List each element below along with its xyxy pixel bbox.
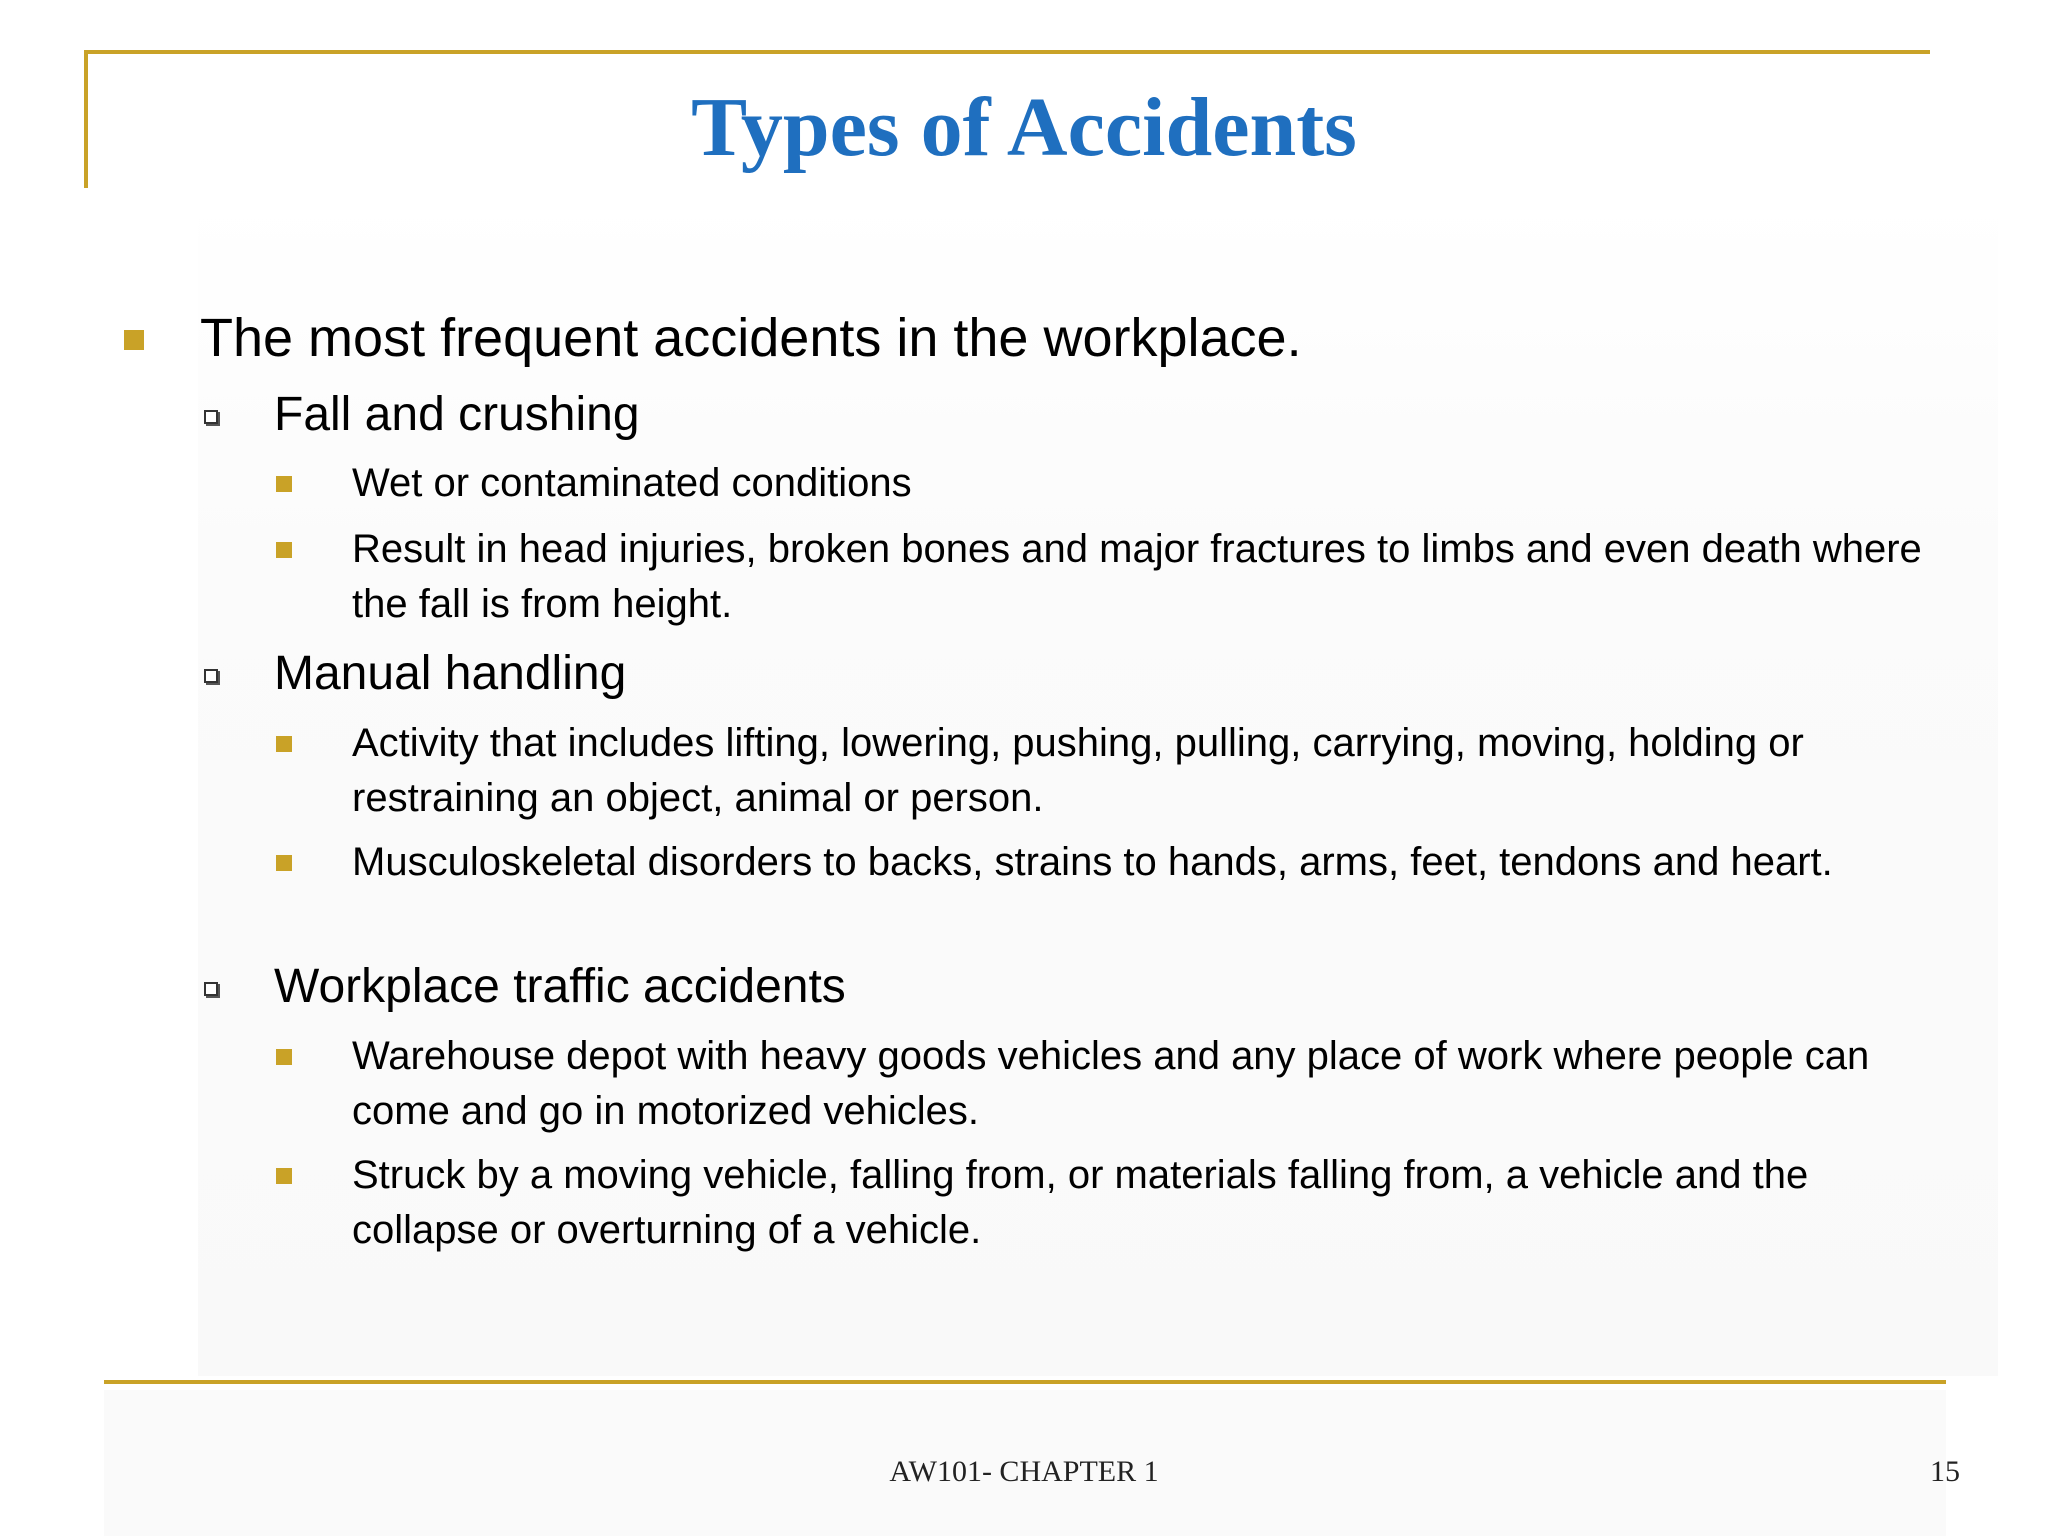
bullet-fall-label: Fall and crushing [274, 388, 640, 441]
bottom-rule [104, 1380, 1946, 1384]
square-bullet-icon [276, 1049, 292, 1065]
page-number: 15 [1930, 1455, 1960, 1488]
footer-course: AW101- CHAPTER 1 [889, 1455, 1159, 1488]
bullet-main [124, 306, 1302, 370]
checkbox-bullet-icon [204, 669, 218, 683]
square-bullet-icon [276, 1168, 292, 1184]
checkbox-bullet-icon [204, 982, 218, 996]
top-rule [84, 50, 1930, 54]
checkbox-bullet-icon [204, 410, 218, 424]
square-bullet-icon [276, 736, 292, 752]
bullet-manual-item-1-text: Activity that includes lifting, lowering, pushing, pulling, carrying, moving, holding or restraining an object, animal or person. [352, 721, 1804, 820]
bullet-traffic [204, 958, 846, 1016]
bullet-fall-item-2 [276, 522, 1936, 632]
bullet-manual-label: Manual handling [274, 647, 627, 700]
bullet-fall-item-1-text: Wet or contaminated conditions [352, 461, 912, 505]
square-bullet-icon [124, 330, 144, 350]
square-bullet-icon [276, 542, 292, 558]
bullet-fall-item-1 [276, 456, 1936, 511]
bullet-main-text: The most frequent accidents in the workplace. [200, 308, 1302, 368]
square-bullet-icon [276, 476, 292, 492]
bullet-traffic-item-1 [276, 1029, 1936, 1139]
bullet-manual-item-2 [276, 835, 1936, 890]
slide-title: Types of Accidents [691, 81, 1357, 174]
bullet-traffic-item-2 [276, 1148, 1936, 1258]
bullet-traffic-item-2-text: Struck by a moving vehicle, falling from, or materials falling from, a vehicle and the collapse or overturning of a vehicle. [352, 1153, 1809, 1252]
bullet-manual-item-2-text: Musculoskeletal disorders to backs, strains to hands, arms, feet, tendons and heart. [352, 840, 1833, 884]
bullet-traffic-label: Workplace traffic accidents [274, 960, 846, 1013]
bullet-manual-item-1 [276, 716, 1936, 826]
bullet-manual [204, 645, 626, 703]
bullet-fall-item-2-text: Result in head injuries, broken bones and major fractures to limbs and even death where the fall is from height. [352, 527, 1922, 626]
bullet-fall [204, 386, 640, 444]
square-bullet-icon [276, 855, 292, 871]
bullet-traffic-item-1-text: Warehouse depot with heavy goods vehicles and any place of work where people can come and go in motorized vehicles. [352, 1034, 1870, 1133]
